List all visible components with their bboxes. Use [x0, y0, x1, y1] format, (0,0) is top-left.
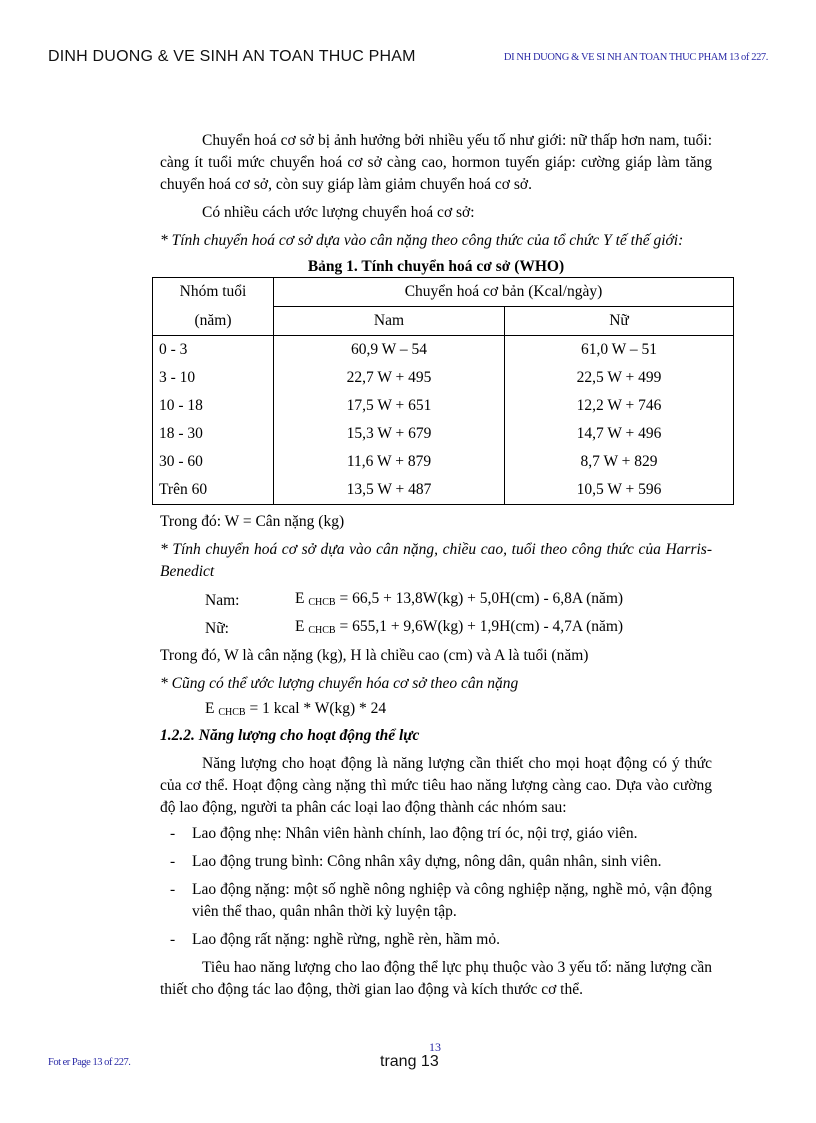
cell-female: 12,2 W + 746: [505, 392, 734, 420]
cell-female: 61,0 W – 51: [505, 336, 734, 365]
section-paragraph-2: Tiêu hao năng lượng cho lao động thể lực phụ thuộc vào 3 yếu tố: năng lượng cần thiết cho động tác lao động, thời gian lao động và kích thước cơ thể.: [160, 959, 712, 998]
table-header-row-1: [153, 278, 734, 307]
table-row: [153, 420, 734, 448]
section-heading: 1.2.2. Năng lượng cho hoạt động thể lực: [160, 727, 420, 744]
who-bmr-table: [152, 277, 734, 505]
section-paragraph-1: Năng lượng cho hoạt động là năng lượng cần thiết cho mọi hoạt động có ý thức của cơ thể. Hoạt động càng nặng thì mức tiêu hao năng lượng càng cao. Dựa vào cường độ lao động, người ta phân các loại lao động thành các nhóm sau:: [160, 755, 712, 816]
formula-variables-note: Trong đó, W là cân nặng (kg), H là chiều cao (cm) và A là tuổi (năm): [160, 647, 589, 664]
col-female-header: Nữ: [505, 307, 734, 336]
cell-male: 11,6 W + 879: [274, 448, 505, 476]
list-item: - Lao động nặng: một số nghề nông nghiệp và công nghiệp nặng, nghề mỏ, vận động viên thể thao, quân nhân thời kỳ luyện tập.: [170, 881, 712, 920]
cell-age: 30 - 60: [153, 448, 274, 476]
cell-age: Trên 60: [153, 476, 274, 505]
formula-simple-expression: E $_{CHCB}$ = 1 kcal * W(kg) * 24: [205, 700, 387, 718]
footer-page-label: trang 13: [380, 1053, 439, 1070]
formula-female-expression: E $_{CHCB}$ = 655,1 + 9,6W(kg) + 1,9H(cm) - 4,7A (năm): [295, 618, 624, 636]
harris-benedict-intro: * Tính chuyển hoá cơ sở dựa vào cân nặng, chiều cao, tuổi theo công thức của Harris-Benedict: [160, 541, 712, 580]
table-row: [153, 392, 734, 420]
paragraph-intro: Chuyển hoá cơ sở bị ảnh hưởng bởi nhiều yếu tố như giới: nữ thấp hơn nam, tuổi: càng ít tuổi mức chuyển hoá cơ sở càng cao, hormon tuyến giáp: cường giáp làm tăng chuyển hoá cơ sở, còn suy giáp làm giảm chuyển hoá cơ sở.: [160, 132, 712, 193]
footer-page-number: 13: [429, 1040, 441, 1054]
cell-male: 60,9 W – 54: [274, 336, 505, 365]
labor-groups-list: [160, 823, 712, 951]
table-header-row-2: [153, 307, 734, 336]
cell-male: 22,7 W + 495: [274, 364, 505, 392]
formula-male-expression: E $_{CHCB}$ = 66,5 + 13,8W(kg) + 5,0H(cm) - 6,8A (năm): [295, 590, 624, 608]
table-row: [153, 336, 734, 365]
col-age-header: Nhóm tuổi: [153, 278, 274, 307]
table-row: [153, 476, 734, 505]
cell-female: 14,7 W + 496: [505, 420, 734, 448]
cell-age: 10 - 18: [153, 392, 274, 420]
col-male-header: Nam: [274, 307, 505, 336]
footer-page-info: Fot er Page 13 of 227.: [48, 1057, 131, 1068]
formula-female-label: Nữ:: [205, 620, 229, 637]
cell-male: 13,5 W + 487: [274, 476, 505, 505]
formula-female: [205, 615, 712, 643]
formula-male-label: Nam:: [205, 592, 240, 609]
col-group-header: Chuyển hoá cơ bản (Kcal/ngày): [274, 278, 734, 307]
paragraph-methods: Có nhiều cách ước lượng chuyển hoá cơ sở:: [202, 204, 475, 221]
table-row: [153, 448, 734, 476]
cell-male: 17,5 W + 651: [274, 392, 505, 420]
header-title: DINH DUONG & VE SINH AN TOAN THUC PHAM: [48, 48, 416, 65]
table-title: Bảng 1. Tính chuyển hoá cơ sở (WHO): [307, 258, 565, 275]
header-page-info: DI NH DUONG & VE SI NH AN TOAN THUC PHAM 13 of 227.: [503, 52, 768, 63]
list-item: - Lao động rất nặng: nghề rừng, nghề rèn, hầm mỏ.: [170, 931, 500, 948]
cell-male: 15,3 W + 679: [274, 420, 505, 448]
cell-age: 0 - 3: [153, 336, 274, 365]
cell-female: 8,7 W + 829: [505, 448, 734, 476]
formula-simple: [205, 697, 712, 725]
cell-age: 18 - 30: [153, 420, 274, 448]
cell-female: 10,5 W + 596: [505, 476, 734, 505]
table-row: [153, 364, 734, 392]
body-content: [160, 130, 712, 1001]
list-item: - Lao động nhẹ: Nhân viên hành chính, lao động trí óc, nội trợ, giáo viên.: [170, 825, 638, 842]
cell-female: 22,5 W + 499: [505, 364, 734, 392]
weight-estimate-intro: * Cũng có thể ước lượng chuyển hóa cơ sở theo cân nặng: [160, 675, 519, 692]
col-age-unit: (năm): [153, 307, 274, 336]
formula-male: [205, 587, 712, 615]
list-item: - Lao động trung bình: Công nhân xây dựng, nông dân, quân nhân, sinh viên.: [170, 853, 662, 870]
weight-note: Trong đó: W = Cân nặng (kg): [160, 513, 345, 530]
paragraph-who-intro: * Tính chuyển hoá cơ sở dựa vào cân nặng theo công thức của tổ chức Y tế thế giới:: [160, 232, 684, 249]
cell-age: 3 - 10: [153, 364, 274, 392]
